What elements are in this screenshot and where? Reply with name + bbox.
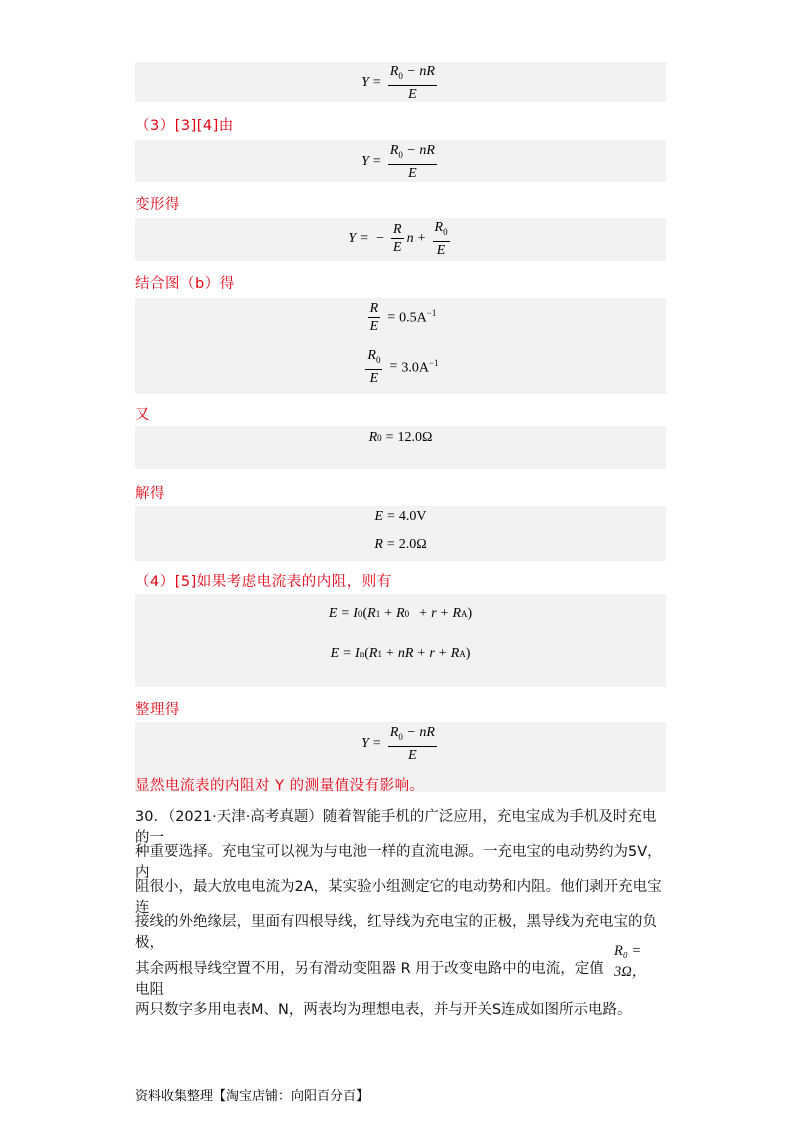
- solve-label: 解得: [135, 486, 165, 502]
- equation-box: [135, 298, 666, 394]
- again-label: 又: [135, 407, 150, 423]
- problem-line-6: 两只数字多用电表M、N，两表均为理想电表，并与开关S连成如图所示电路。: [135, 1002, 632, 1018]
- problem-line-2: 种重要选择。充电宝可以视为与电池一样的直流电源。一充电宝的电动势约为5V，内: [135, 844, 662, 881]
- equation-box: [135, 140, 666, 182]
- equation-r0: R 0 = 12.0Ω: [368, 430, 433, 445]
- combine-label: 结合图（b）得: [135, 276, 235, 292]
- equation-y: Y = $\frac{R_0 - nR}{E}$: [361, 143, 435, 181]
- equation-y-linear: Y = − $\frac{R}{E}$ n + $\frac{R_0}{E}$: [348, 220, 448, 258]
- equation-slope: $\frac{R}{E}$ = $0.5A^{-1}$: [369, 301, 437, 334]
- problem-line-1: 30．（2021·天津·高考真题）随着智能手机的广泛应用，充电宝成为手机及时充电的一: [135, 809, 657, 846]
- equation-box: [135, 426, 666, 469]
- equation-box: [135, 722, 666, 792]
- equation-intercept: $\frac{R_0}{E}$ = $3.0A^{-1}$: [367, 348, 439, 386]
- equation-box: [135, 594, 666, 687]
- transform-label: 变形得: [135, 197, 180, 213]
- footer-source: 资料收集整理【淘宝店铺：向阳百分百】: [135, 1089, 370, 1104]
- equation-e-i0: E = I 0 ( R 1 + R 0 + r + R A ): [328, 606, 473, 621]
- problem-line-5-tail: R₀ = 3Ω，: [614, 943, 647, 980]
- equation-box: [135, 506, 666, 561]
- problem-line-5: 其余两根导线空置不用，另有滑动变阻器 R 用于改变电路中的电流，定值电阻: [135, 961, 604, 998]
- arrange-label: 整理得: [135, 702, 180, 718]
- equation-r: R = 2.0Ω: [374, 537, 427, 552]
- step4-label: （4）[5]如果考虑电流表的内阻，则有: [135, 574, 392, 590]
- equation-y-final: Y = $\frac{R_0 - nR}{E}$: [361, 725, 435, 763]
- equation-box: [135, 62, 666, 102]
- equation-e: E = 4.0V: [374, 509, 427, 524]
- equation-e-in: E = I n ( R 1 + nR + r + R A ): [330, 646, 471, 661]
- step3-label: （3）[3][4]由: [135, 118, 234, 134]
- conclusion-text: 显然电流表的内阻对 Y 的测量值没有影响。: [135, 778, 425, 794]
- problem-line-3: 阻很小，最大放电电流为2A，某实验小组测定它的电动势和内阻。他们剥开充电宝连: [135, 879, 662, 916]
- equation-y: Y = $\frac{R_0 - nR}{E}$: [361, 64, 435, 102]
- equation-box: [135, 218, 666, 261]
- problem-line-4: 接线的外绝缘层，里面有四根导线，红导线为充电宝的正极，黑导线为充电宝的负极，: [135, 914, 657, 951]
